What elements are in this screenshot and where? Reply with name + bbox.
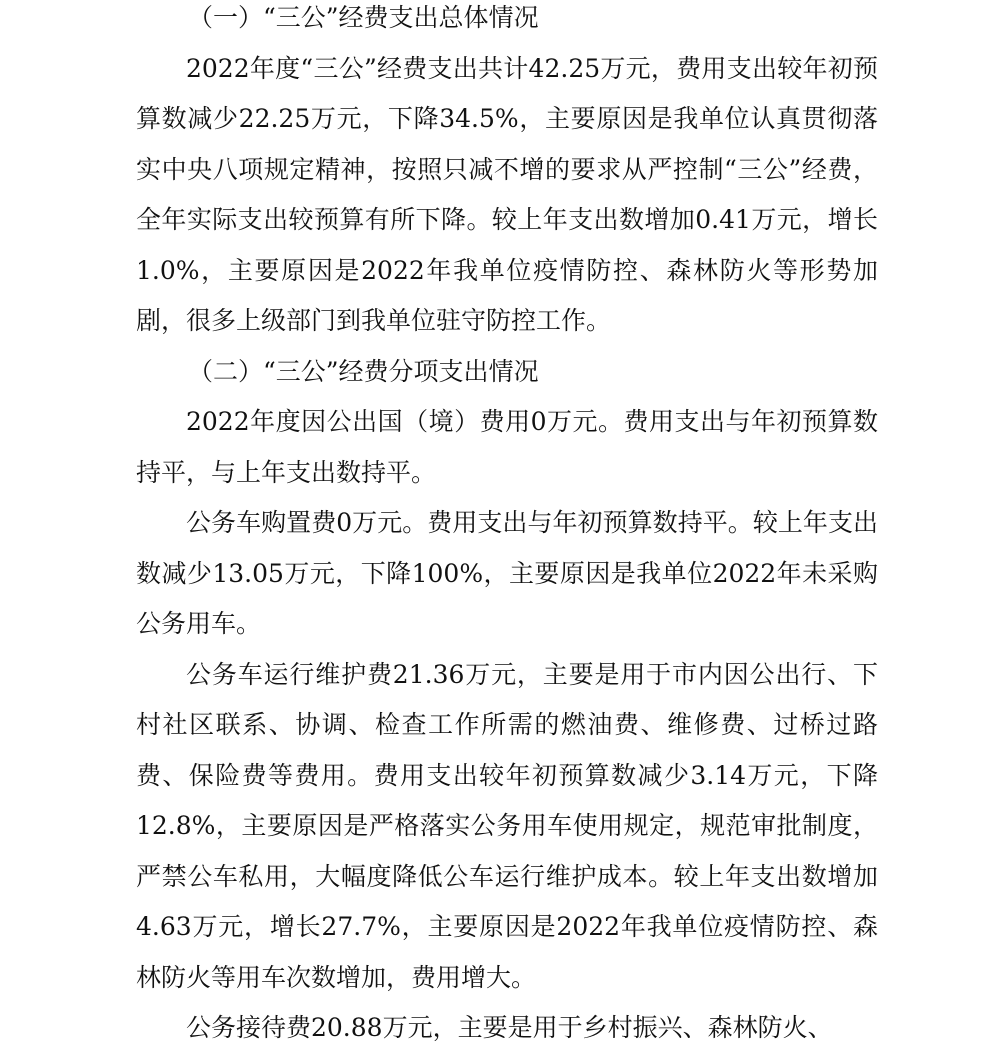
paragraph-overall-summary: 2022年度“三公”经费支出共计42.25万元，费用支出较年初预算数减少22.25万元，下降34.5%，主要原因是我单位认真贯彻落实中央八项规定精神，按照只减不增的要求从严控制“三公”经费，全年实际支出较预算有所下降。较上年支出数增加0.41万元，增长1.0%，主要原因是2022年我单位疫情防控、森林防火等形势加剧，很多上级部门到我单位驻守防控工作。	[136, 53, 878, 335]
document-body	[136, 0, 878, 1043]
paragraph-vehicle-purchase: 公务车购置费0万元。费用支出与年初预算数持平。较上年支出数减少13.05万元，下降100%，主要原因是我单位2022年未采购公务用车。	[136, 508, 878, 638]
paragraph-overseas-travel: 2022年度因公出国（境）费用0万元。费用支出与年初预算数持平，与上年支出数持平。	[136, 407, 878, 487]
section-heading-overall: （一）“三公”经费支出总体情况	[188, 3, 539, 32]
section-heading-itemized: （二）“三公”经费分项支出情况	[188, 356, 539, 386]
paragraph-vehicle-maintenance: 公务车运行维护费21.36万元，主要是用于市内因公出行、下村社区联系、协调、检查工作所需的燃油费、维修费、过桥过路费、保险费等费用。费用支出较年初预算数减少3.14万元，下降12.8%，主要原因是严格落实公务用车使用规定，规范审批制度，严禁公车私用，大幅度降低公车运行维护成本。较上年支出数增加4.63万元，增长27.7%，主要原因是2022年我单位疫情防控、森林防火等用车次数增加，费用增大。	[136, 659, 878, 992]
paragraph-official-reception: 公务接待费20.88万元，主要是用于乡村振兴、森林防火、	[186, 1013, 833, 1042]
